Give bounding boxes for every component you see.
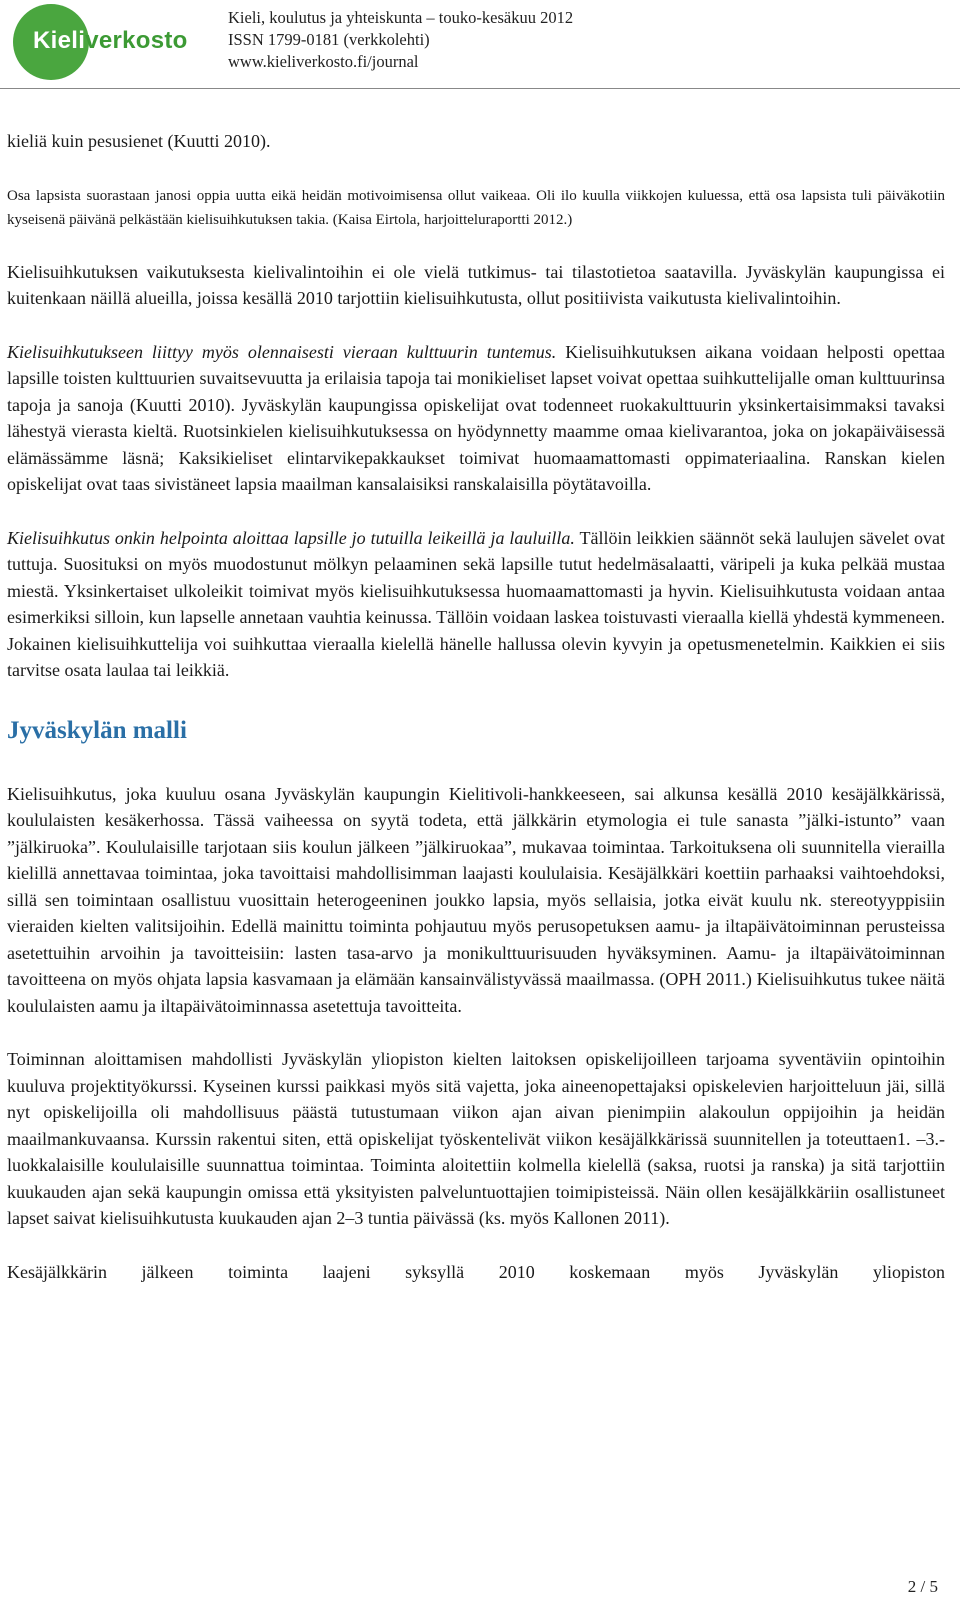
paragraph-2: Kielisuihkutuksen vaikutuksesta kielivalintoihin ei ole vielä tutkimus- tai tilastotietoa saatavilla. Jyväskylän kaupungissa ei kuitenkaan näillä alueilla, joissa kesällä 2010 tarjottiin kielisuihkutusta, ollut positiivista vaikutusta kielivalintoihin.: [7, 261, 945, 308]
journal-info: [228, 7, 573, 73]
journal-issn: ISSN 1799-0181 (verkkolehti): [228, 30, 430, 49]
logo-wordmark: [33, 28, 188, 55]
journal-url: www.kieliverkosto.fi/journal: [228, 52, 419, 71]
journal-title: Kieli, koulutus ja yhteiskunta – touko-kesäkuu 2012: [228, 8, 574, 27]
quote-block: Osa lapsista suorastaan janosi oppia uutta eikä heidän motivoimisensa ollut vaikeaa. Oli ilo kuulla viikkojen kuluessa, että osa lapsista tuli päiväkotiin kyseisenä päivänä pelkästään kielisuihkutuksen takia. (Kaisa Eirtola, harjoitteluraportti 2012.): [7, 187, 945, 228]
page-number: 2 / 5: [907, 1577, 938, 1596]
logo-text-green: verkosto: [85, 27, 188, 54]
article-body: [7, 128, 945, 1285]
section-heading: Jyväskylän malli: [7, 716, 187, 744]
paragraph-3-text: Kielisuihkutuksen aikana voidaan helposti opettaa lapsille toisten kulttuurien suvaitsevuutta ja erilaisia tapoja tai monikieliset lapset voivat opettaa suihkuttelijalle oman kulttuurinsa tapoja ja sanoja (Kuutti 2010). Jyväskylän kaupungissa opiskelijat ovat todenneet ruokakulttuurin yksinkertaisimmaksi tavaksi lähestyä vierasta kieltä. Ruotsinkielen kielisuihkutuksessa on hyödynnetty maamme omaa kielivarantoa, joka on jokapäiväisessä elämässämme läsnä; Kaksikieliset elintarvikepakkaukset toimivat huomaamattomasti oppimateriaalina. Ranskan kielen opiskelijat ovat taas sivistäneet lapsia maailman kansalaisiksi ranskalaisilla pöytätavoilla.: [7, 341, 945, 494]
paragraph-1: kieliä kuin pesusienet (Kuutti 2010).: [7, 131, 271, 151]
paragraph-4: [7, 525, 945, 684]
paragraph-7: Kesäjälkkärin jälkeen toiminta laajeni syksyllä 2010 koskemaan myös Jyväskylän yliopiston: [7, 1261, 945, 1282]
paragraph-6: Toiminnan aloittamisen mahdollisti Jyväskylän yliopiston kielten laitoksen opiskelijoilleen tarjoama syventäviin opintoihin kuuluva projektityökurssi. Kyseinen kurssi paikkasi myös sitä vajetta, joka aineenopettajaksi opiskelevien harjoitteluun jäi, sillä nyt opiskelijoilla oli mahdollisuus päästä tutustumaan viikon ajan aivan pienimpiin alakoulun oppijoihin ja heidän maailmankuvaansa. Kurssin rakentui siten, että opiskelijat työskentelivät viikon kesäjälkkärissä suunnitellen ja toteuttaen1. –3.-luokkalaisille koululaisille suunnattua toimintaa. Toiminta aloitettiin kolmella kielellä (saksa, ruotsi ja ranska) ja sitä tarjottiin kuukauden ajan sekä kaupungin omissa että yksityisten palveluntuottajien toimipisteissä. Näin ollen kesäjälkkäriin osallistuneet lapset saivat kielisuihkutusta kuukauden ajan 2–3 tuntia päivässä (ks. myös Kallonen 2011).: [7, 1049, 945, 1228]
page-header: [0, 0, 960, 92]
logo-text-white: Kieli: [33, 27, 86, 54]
paragraph-4-emphasis: Kielisuihkutus onkin helpointa aloittaa lapsille jo tutuilla leikeillä ja lauluilla.: [7, 527, 575, 548]
paragraph-3-emphasis: Kielisuihkutukseen liittyy myös olennaisesti vieraan kulttuurin tuntemus.: [7, 341, 557, 362]
paragraph-4-text: Tällöin leikkien säännöt sekä laulujen sävelet ovat tuttuja. Suosituksi on myös muodostunut mölkyn pelaaminen sekä lapsille tutut hedelmäsalaatti, väripeli ja kuka pelkää mustaa miestä. Yksinkertaiset ulkoleikit toimivat myös kielisuihkutuksessa huomaamattomasti ja hyvin. Kielisuihkutusta voidaan antaa esimerkiksi silloin, kun lapselle annetaan vauhtia keinussa. Tällöin voidaan laskea toistuvasti vieraalla kiellä yhdestä kymmeneen. Jokainen kielisuihkuttelija voi suihkuttaa vieraalla kielellä hänelle hallussa olevin kyvyin ja opetusmenetelmin. Kaikkien ei siis tarvitse osata laulaa tai leikkiä.: [7, 527, 945, 680]
paragraph-3: [7, 339, 945, 498]
header-divider: [0, 88, 960, 89]
paragraph-5: Kielisuihkutus, joka kuuluu osana Jyväskylän kaupungin Kielitivoli-hankkeeseen, sai alkunsa kesällä 2010 kesäjälkkärissä, koululaisten kesäkerhossa. Tässä vaiheessa on syytä todeta, että jälkkärin etymologia ei tule sanasta ”jälki-istunto” vaan ”jälkiruoka”. Koululaisille tarjotaan siis koulun jälkeen ”jälkiruokaa”, mukavaa toimintaa. Tarkoituksena oli suunnitella vierailla kielillä annettavaa toimintaa, joka tavoittaisi mahdollisimman laajasti koululaisia. Kesäjälkkäri koettiin parhaaksi vaihtoehdoksi, sillä sen toimintaan osallistuu vuosittain heterogeeninen joukko lapsia, myös sellaisia, jotka eivät kuulu nk. stereotyyppisiin vieraiden kielten valitsijoihin. Edellä mainittu toiminta pohjautuu myös perusopetuksen aamu- ja iltapäivätoiminnan perusteissa asetettuihin arvoihin ja tavoitteisiin: lasten tasa-arvo ja monikulttuurisuuden hyväksyminen. Aamu- ja iltapäivätoiminnan tavoitteena on myös ohjata lapsia kasvamaan ja elämään kansainvälistyvässä maailmassa. (OPH 2011.) Kielisuihkutus tukee näitä koululaisten aamu ja iltapäivätoiminnassa asetettuja tavoitteita.: [7, 783, 945, 1016]
